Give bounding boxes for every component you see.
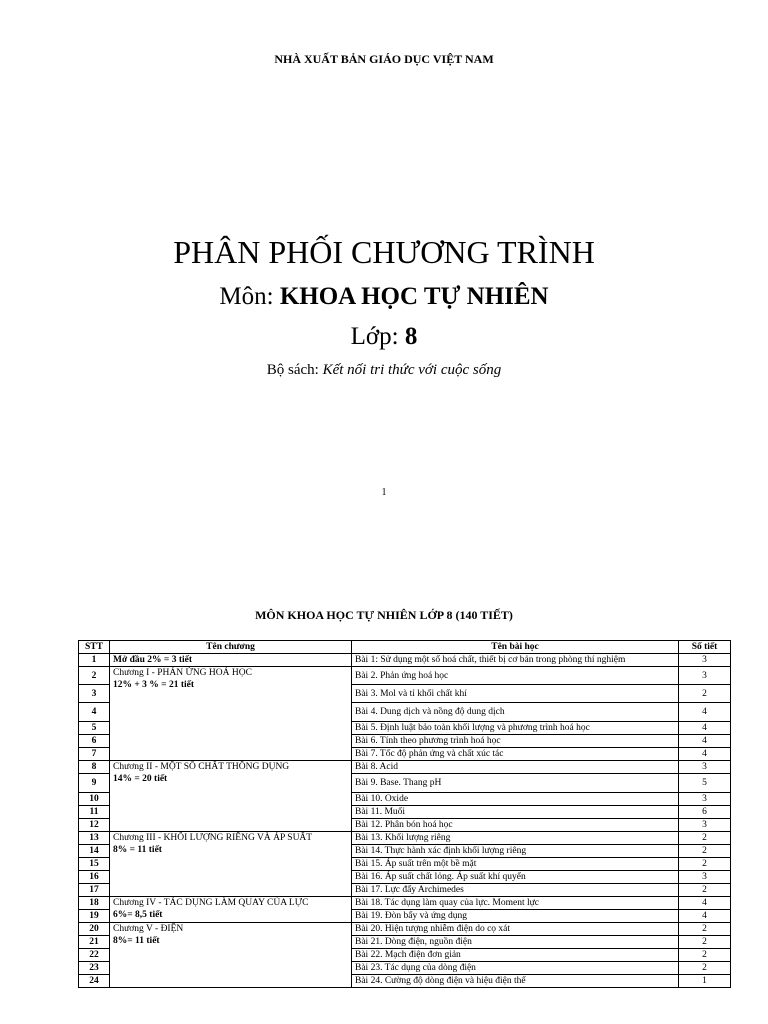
row-lesson: Bài 8. Acid (352, 761, 679, 774)
row-stt: 18 (79, 897, 110, 910)
row-stt: 22 (79, 949, 110, 962)
row-periods: 2 (679, 923, 731, 936)
table-row (79, 832, 731, 845)
row-lesson: Bài 19. Đòn bẩy và ứng dụng (352, 910, 679, 923)
row-stt: 15 (79, 858, 110, 871)
row-stt: 13 (79, 832, 110, 845)
row-stt: 17 (79, 884, 110, 897)
subject-line (0, 283, 768, 311)
row-periods: 3 (679, 793, 731, 806)
row-stt: 6 (79, 735, 110, 748)
grade-value: 8 (404, 323, 418, 350)
row-stt: 2 (79, 667, 110, 685)
row-periods: 1 (679, 975, 731, 988)
chapter-cell (110, 897, 352, 923)
col-header-stt: STT (79, 641, 110, 654)
book-series-line (0, 362, 768, 379)
row-periods: 3 (679, 761, 731, 774)
row-periods: 2 (679, 845, 731, 858)
row-periods: 3 (679, 667, 731, 685)
row-lesson: Bài 21. Dòng điện, nguồn điện (352, 936, 679, 949)
row-lesson: Bài 15. Áp suất trên một bề mặt (352, 858, 679, 871)
curriculum-table (78, 640, 731, 988)
col-header-chapter: Tên chương (110, 641, 352, 654)
grade-label: Lớp: (350, 323, 405, 350)
row-lesson: Bài 11. Muối (352, 806, 679, 819)
row-periods: 2 (679, 884, 731, 897)
row-stt: 16 (79, 871, 110, 884)
chapter-percent: 8% = 11 tiết (113, 845, 162, 855)
row-periods: 2 (679, 685, 731, 703)
book-value: Kết nối tri thức với cuộc sống (322, 362, 502, 378)
table-header-row (79, 641, 731, 654)
chapter-cell (110, 761, 352, 832)
chapter-cell (110, 832, 352, 897)
row-periods: 2 (679, 832, 731, 845)
chapter-name: Chương V - ĐIỆN (113, 924, 184, 934)
table-row (79, 923, 731, 936)
row-stt: 4 (79, 703, 110, 722)
col-header-periods: Số tiết (679, 641, 731, 654)
row-lesson: Bài 3. Mol và tỉ khối chất khí (352, 685, 679, 703)
col-header-lesson: Tên bài học (352, 641, 679, 654)
row-stt: 3 (79, 685, 110, 703)
row-periods: 4 (679, 897, 731, 910)
row-stt: 24 (79, 975, 110, 988)
chapter-name: Mở đầu 2% = 3 tiết (113, 655, 193, 665)
chapter-cell (110, 667, 352, 761)
row-lesson: Bài 18. Tác dụng làm quay của lực. Moment lực (352, 897, 679, 910)
row-lesson: Bài 5. Định luật bảo toàn khối lượng và phương trình hoá học (352, 722, 679, 735)
row-periods: 3 (679, 871, 731, 884)
row-periods: 3 (679, 654, 731, 667)
row-stt: 5 (79, 722, 110, 735)
row-lesson: Bài 10. Oxide (352, 793, 679, 806)
row-periods: 2 (679, 858, 731, 871)
row-lesson: Bài 2. Phản ứng hoá học (352, 667, 679, 685)
row-periods: 4 (679, 910, 731, 923)
row-lesson: Bài 14. Thực hành xác định khối lượng riêng (352, 845, 679, 858)
row-lesson: Bài 22. Mạch điện đơn giản (352, 949, 679, 962)
row-lesson: Bài 4. Dung dịch và nồng độ dung dịch (352, 703, 679, 722)
row-lesson: Bài 24. Cường độ dòng điện và hiệu điện thế (352, 975, 679, 988)
publisher-name: NHÀ XUẤT BẢN GIÁO DỤC VIỆT NAM (274, 52, 494, 66)
row-stt: 21 (79, 936, 110, 949)
row-lesson: Bài 6. Tính theo phương trình hoá học (352, 735, 679, 748)
table-row (79, 761, 731, 774)
row-stt: 23 (79, 962, 110, 975)
row-stt: 12 (79, 819, 110, 832)
subject-value: KHOA HỌC TỰ NHIÊN (279, 283, 549, 310)
row-stt: 11 (79, 806, 110, 819)
row-stt: 20 (79, 923, 110, 936)
row-lesson: Bài 16. Áp suất chất lỏng. Áp suất khí quyển (352, 871, 679, 884)
row-stt: 14 (79, 845, 110, 858)
chapter-percent: 14% = 20 tiết (113, 774, 168, 784)
table-row (79, 667, 731, 685)
row-lesson: Bài 9. Base. Thang pH (352, 774, 679, 793)
chapter-percent: 12% + 3 % = 21 tiết (113, 680, 195, 690)
table-row (79, 654, 731, 667)
row-periods: 2 (679, 962, 731, 975)
row-periods: 4 (679, 703, 731, 722)
row-lesson: Bài 1: Sử dụng một số hoá chất, thiết bị cơ bản trong phòng thí nghiệm (352, 654, 679, 667)
row-lesson: Bài 12. Phân bón hoá học (352, 819, 679, 832)
grade-line (0, 323, 768, 351)
page-number: 1 (381, 487, 387, 498)
row-periods: 4 (679, 748, 731, 761)
row-periods: 4 (679, 735, 731, 748)
table-row (79, 897, 731, 910)
row-periods: 3 (679, 819, 731, 832)
row-lesson: Bài 13. Khối lượng riêng (352, 832, 679, 845)
subject-label: Môn: (219, 283, 280, 310)
chapter-name: Chương I - PHẢN ỨNG HOÁ HỌC (113, 668, 252, 678)
row-periods: 5 (679, 774, 731, 793)
row-lesson: Bài 7. Tốc độ phản ứng và chất xúc tác (352, 748, 679, 761)
row-stt: 19 (79, 910, 110, 923)
row-stt: 10 (79, 793, 110, 806)
row-stt: 1 (79, 654, 110, 667)
table-heading: MÔN KHOA HỌC TỰ NHIÊN LỚP 8 (140 TIẾT) (255, 608, 513, 622)
chapter-percent: 8%= 11 tiết (113, 936, 160, 946)
chapter-name: Chương II - MỘT SỐ CHẤT THÔNG DỤNG (113, 762, 290, 772)
row-periods: 2 (679, 949, 731, 962)
row-periods: 4 (679, 722, 731, 735)
row-periods: 2 (679, 936, 731, 949)
row-periods: 6 (679, 806, 731, 819)
row-stt: 9 (79, 774, 110, 793)
row-stt: 7 (79, 748, 110, 761)
page-title: PHÂN PHỐI CHƯƠNG TRÌNH (173, 234, 595, 270)
chapter-name: Chương III - KHỐI LƯỢNG RIÊNG VÀ ÁP SUẤT (113, 833, 313, 843)
row-lesson: Bài 17. Lực đẩy Archimedes (352, 884, 679, 897)
chapter-cell (110, 654, 352, 667)
chapter-percent: 6%= 8,5 tiết (113, 910, 163, 920)
chapter-cell (110, 923, 352, 988)
row-stt: 8 (79, 761, 110, 774)
row-lesson: Bài 20. Hiện tượng nhiễm điện do cọ xát (352, 923, 679, 936)
row-lesson: Bài 23. Tác dụng của dòng điện (352, 962, 679, 975)
chapter-name: Chương IV - TÁC DỤNG LÀM QUAY CỦA LỰC (113, 898, 309, 908)
book-label: Bộ sách: (266, 362, 323, 378)
